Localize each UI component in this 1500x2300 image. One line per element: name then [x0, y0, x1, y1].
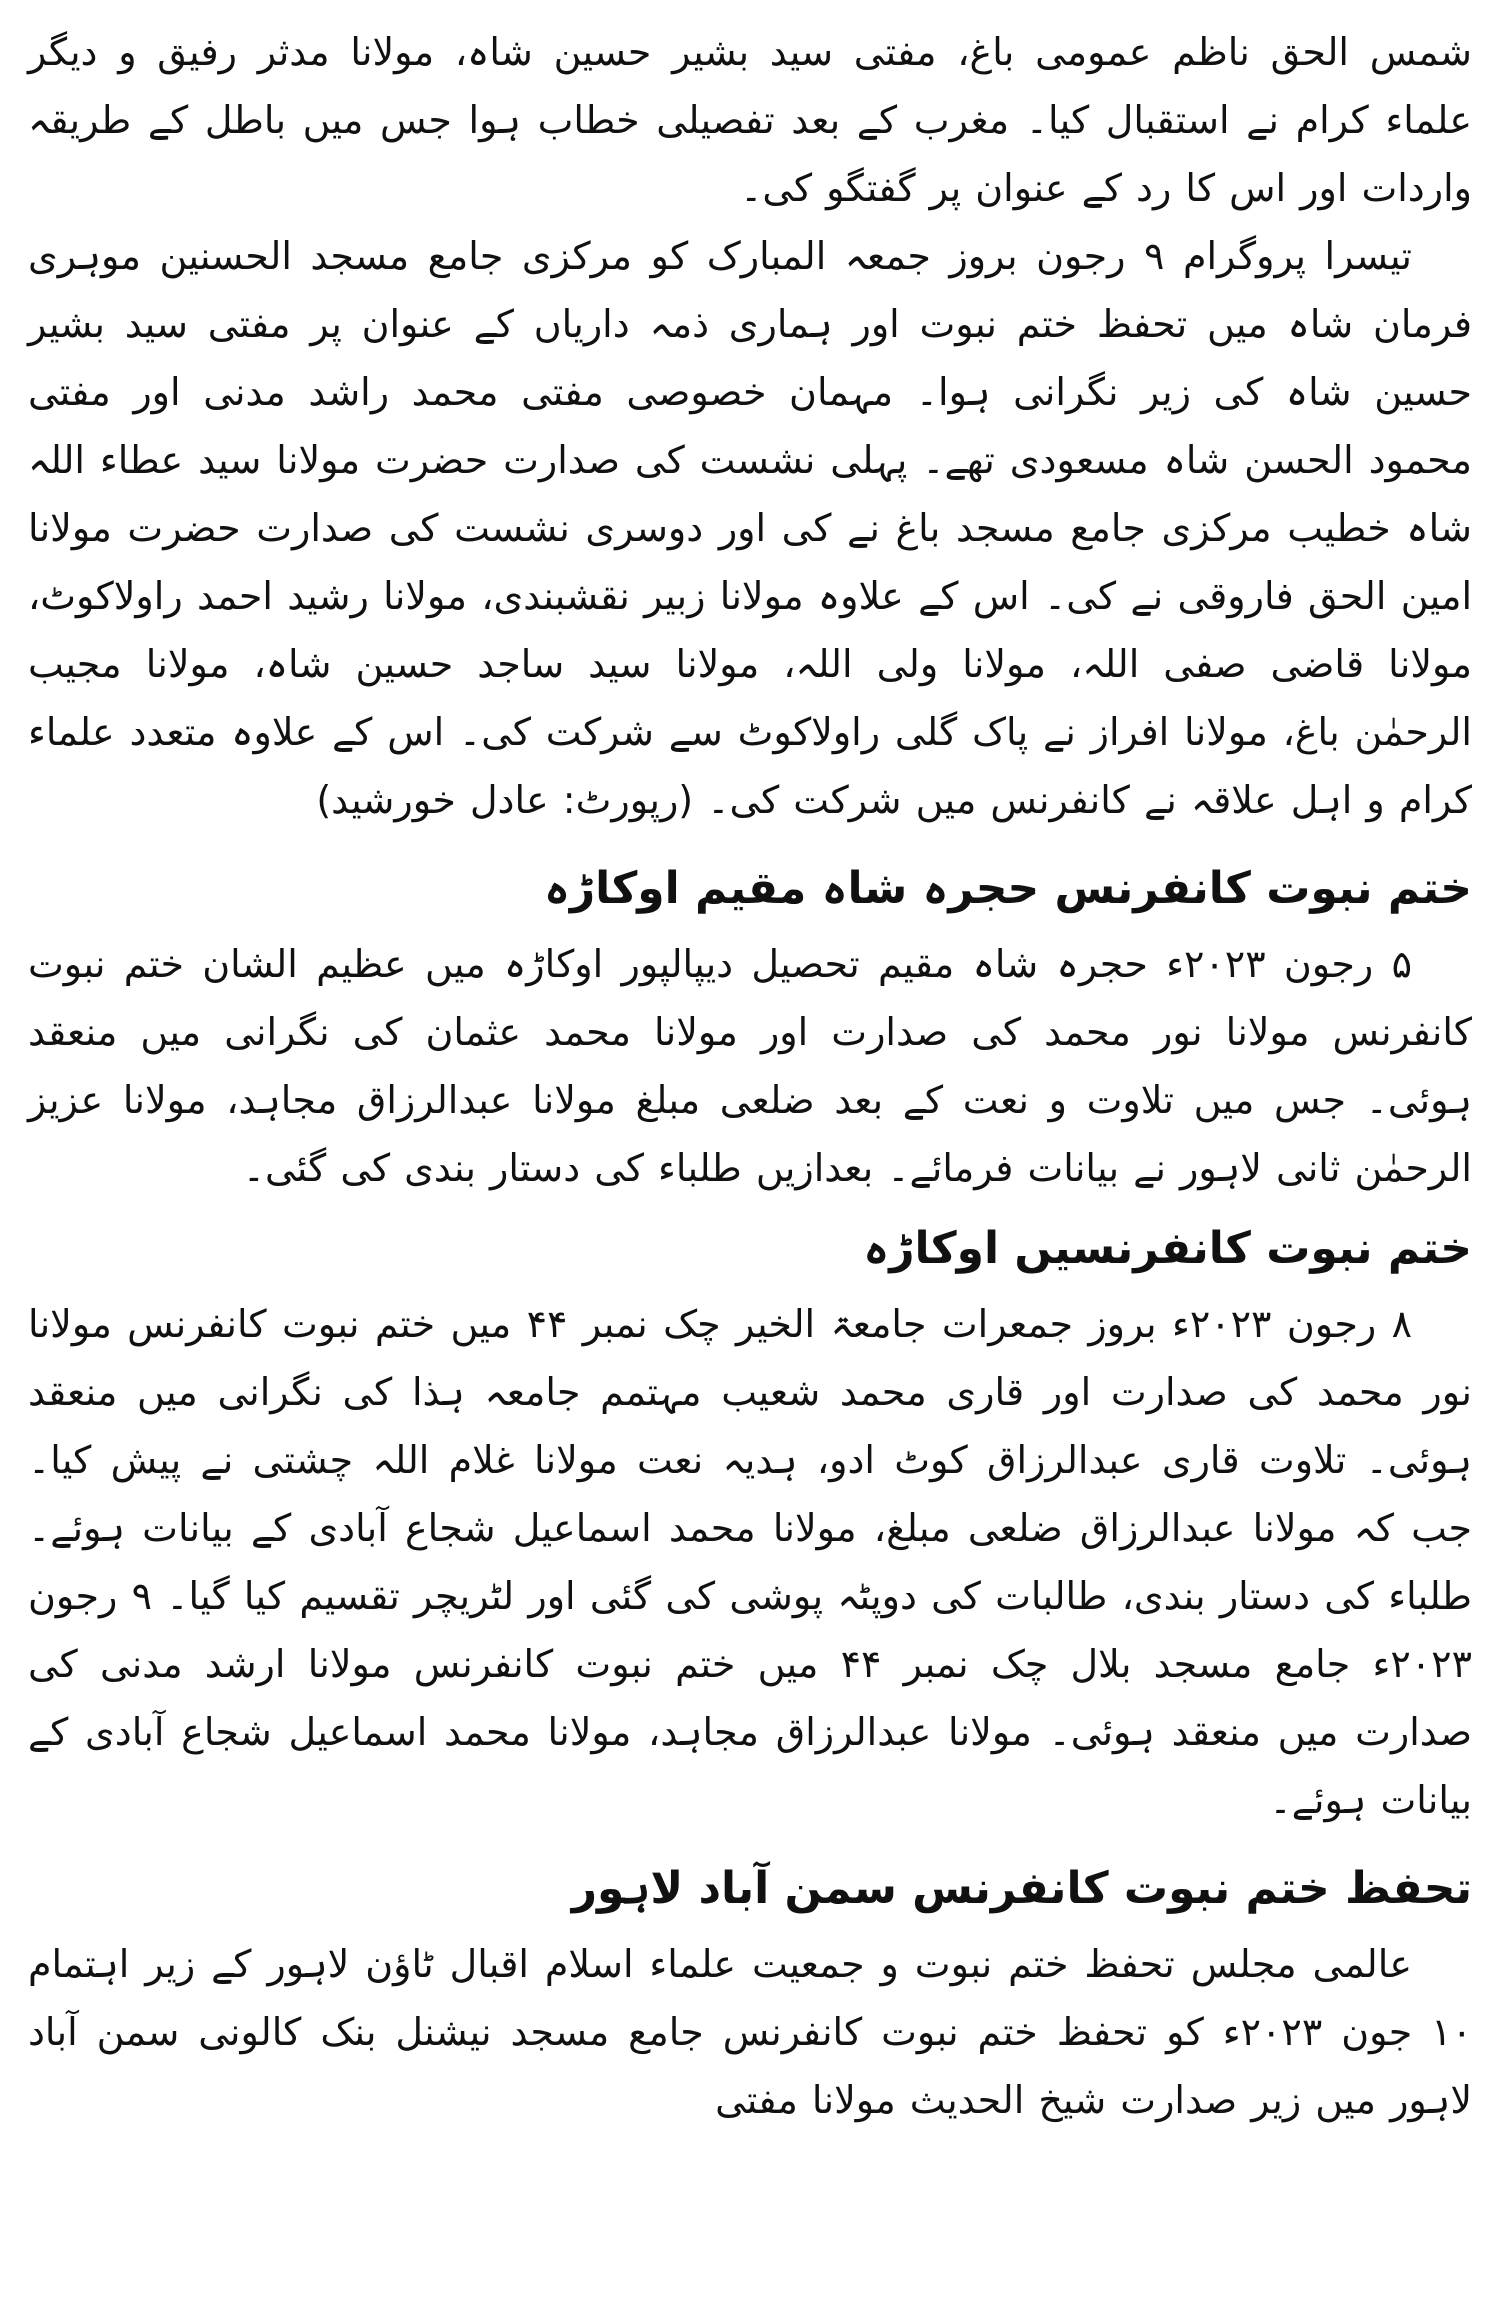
paragraph-samanabad-conference: عالمی مجلس تحفظ ختم نبوت و جمعیت علماء اسلام اقبال ٹاؤن لاہور کے زیر اہتمام ۱۰ جون ۲۰۲۳ء کو تحفظ ختم نبوت کانفرنس جامع مسجد نیشنل بنک کالونی سمن آباد لاہور میں زیر صدارت شیخ الحدیث مولانا مفتی — [28, 1942, 1472, 2122]
paragraph-okara-conferences: ۸ رجون ۲۰۲۳ء بروز جمعرات جامعۃ الخیر چک نمبر ۴۴ میں ختم نبوت کانفرنس مولانا نور محمد کی صدارت اور قاری محمد شعیب مہتمم جامعہ ہذا کی نگرانی میں منعقد ہوئی۔ تلاوت قاری عبدالرزاق کوٹ ادو، ہدیہ نعت مولانا غلام اللہ چشتی نے پیش کیا۔ جب کہ مولانا عبدالرزاق ضلعی مبلغ، مولانا محمد اسماعیل شجاع آبادی کے بیانات ہوئے۔ طلباء کی دستار بندی، طالبات کی دوپٹہ پوشی کی گئی اور لٹریچر تقسیم کیا گیا۔ ۹ رجون ۲۰۲۳ء جامع مسجد بلال چک نمبر ۴۴ میں ختم نبوت کانفرنس مولانا ارشد مدنی کی صدارت میں منعقد ہوئی۔ مولانا عبدالرزاق مجاہد، مولانا محمد اسماعیل شجاع آبادی کے بیانات ہوئے۔ — [28, 1302, 1472, 1822]
heading-hujra-shah-muqeem: ختم نبوت کانفرنس حجرہ شاہ مقیم اوکاڑہ — [544, 863, 1472, 914]
paragraph-intro-welcome: شمس الحق ناظم عمومی باغ، مفتی سید بشیر حسین شاہ، مولانا مدثر رفیق و دیگر علماء کرام نے استقبال کیا۔ مغرب کے بعد تفصیلی خطاب ہوا جس میں باطل کے طریقہ واردات اور اس کا رد کے عنوان پر گفتگو کی۔ — [28, 30, 1472, 210]
heading-samanabad-lahore: تحفظ ختم نبوت کانفرنس سمن آباد لاہور — [571, 1863, 1472, 1914]
heading-okara-conferences: ختم نبوت کانفرنسیں اوکاڑہ — [863, 1223, 1472, 1274]
paragraph-third-program: تیسرا پروگرام ۹ رجون بروز جمعہ المبارک کو مرکزی جامع مسجد الحسنین موہری فرمان شاہ میں تحفظ ختم نبوت اور ہماری ذمہ داریاں کے عنوان پر مفتی سید بشیر حسین شاہ کی زیر نگرانی ہوا۔ مہمان خصوصی مفتی محمد راشد مدنی اور مفتی محمود الحسن شاہ مسعودی تھے۔ پہلی نشست کی صدارت حضرت مولانا سید عطاء اللہ شاہ خطیب مرکزی جامع مسجد باغ نے کی اور دوسری نشست کی صدارت حضرت مولانا امین الحق فاروقی نے کی۔ اس کے علاوہ مولانا زبیر نقشبندی، مولانا رشید احمد راولاکوٹ، مولانا قاضی صفی اللہ، مولانا ولی اللہ، مولانا سید ساجد حسین شاہ، مولانا مجیب الرحمٰن باغ، مولانا افراز نے پاک گلی راولاکوٹ سے شرکت کی۔ اس کے علاوہ متعدد علماء کرام و اہل علاقہ نے کانفرنس میں شرکت کی۔ (رپورٹ: عادل خورشید) — [28, 234, 1472, 822]
paragraph-hujra-conference: ۵ رجون ۲۰۲۳ء حجرہ شاہ مقیم تحصیل دیپالپور اوکاڑہ میں عظیم الشان ختم نبوت کانفرنس مولانا نور محمد کی صدارت اور مولانا محمد عثمان کی نگرانی میں منعقد ہوئی۔ جس میں تلاوت و نعت کے بعد ضلعی مبلغ مولانا عبدالرزاق مجاہد، مولانا عزیز الرحمٰن ثانی لاہور نے بیانات فرمائے۔ بعدازیں طلباء کی دستار بندی کی گئی۔ — [28, 942, 1472, 1190]
